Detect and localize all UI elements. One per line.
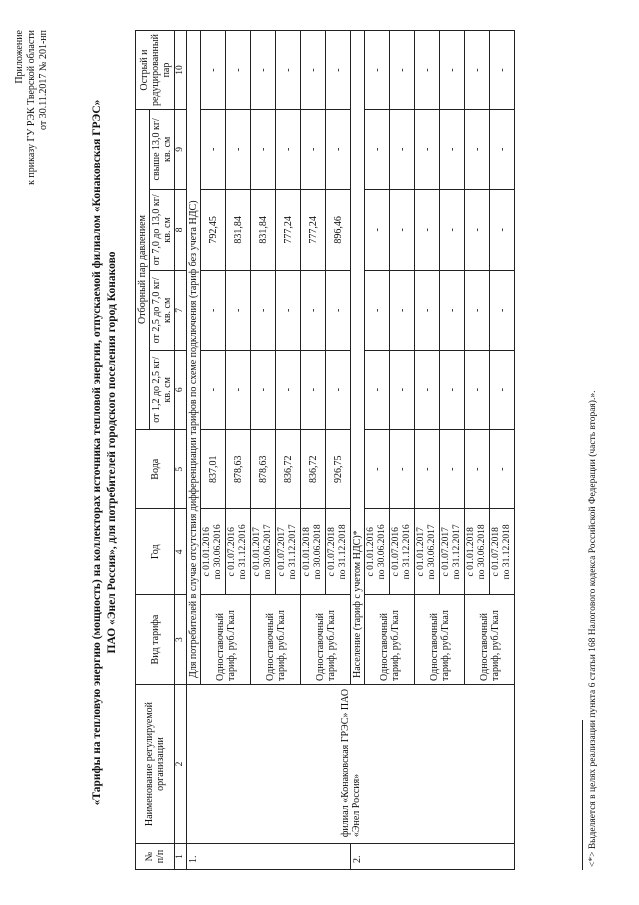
period-end: по 30.06.2017 xyxy=(427,524,437,580)
value-p1: - xyxy=(365,350,390,429)
tariff-type: Одноставочный тариф, руб./Гкал xyxy=(365,595,415,685)
value-p4: - xyxy=(465,110,490,190)
value-water: 926,75 xyxy=(326,429,351,509)
tariff-table xyxy=(135,30,515,870)
period-start: с 01.01.2018 xyxy=(466,527,476,577)
value-p4: - xyxy=(415,110,440,190)
period-start: с 01.01.2017 xyxy=(252,527,262,577)
tariff-type: Одноставочный тариф, руб./Гкал xyxy=(415,595,465,685)
column-number: 9 xyxy=(175,110,187,190)
value-water: 878,63 xyxy=(251,429,276,509)
header-num: № п/п xyxy=(136,844,175,870)
column-number: 1 xyxy=(175,844,187,870)
period-end: по 30.06.2017 xyxy=(263,524,273,580)
section-number: 2. xyxy=(351,844,515,870)
value-water: - xyxy=(365,429,390,509)
value-p4: - xyxy=(226,110,251,190)
period-cell xyxy=(226,509,251,595)
period-cell xyxy=(465,509,490,595)
value-p1: - xyxy=(326,350,351,429)
value-water: 837,01 xyxy=(201,429,226,509)
period-start: с 01.07.2016 xyxy=(227,527,237,577)
period-cell xyxy=(201,509,226,595)
value-water: - xyxy=(440,429,465,509)
value-sharp: - xyxy=(326,31,351,110)
period-cell xyxy=(276,509,301,595)
value-water: - xyxy=(390,429,415,509)
value-sharp: - xyxy=(301,31,326,110)
value-p2: - xyxy=(390,271,415,350)
header-pressure-4: свыше 13,0 кг/кв. см xyxy=(150,110,175,190)
column-number: 8 xyxy=(175,189,187,271)
value-p3: 896,46 xyxy=(326,189,351,271)
column-number: 3 xyxy=(175,595,187,685)
value-p4: - xyxy=(390,110,415,190)
value-p4: - xyxy=(201,110,226,190)
column-number: 5 xyxy=(175,429,187,509)
value-p1: - xyxy=(276,350,301,429)
header-pressure-2: от 2,5 до 7,0 кг/кв. см xyxy=(150,271,175,350)
appendix-line: к приказу ГУ РЭК Тверской области xyxy=(26,30,37,185)
value-sharp: - xyxy=(226,31,251,110)
value-sharp: - xyxy=(251,31,276,110)
value-p4: - xyxy=(276,110,301,190)
value-p3: - xyxy=(390,189,415,271)
value-water: 878,63 xyxy=(226,429,251,509)
header-sharp-steam: Острый и редуцированный пар xyxy=(136,31,175,110)
period-start: с 01.01.2017 xyxy=(416,527,426,577)
header-steam-group: Отборный пар давлением xyxy=(136,110,150,430)
period-cell xyxy=(365,509,390,595)
period-end: по 30.06.2018 xyxy=(313,524,323,580)
period-end: по 31.12.2016 xyxy=(402,524,412,580)
value-p3: - xyxy=(490,189,515,271)
value-sharp: - xyxy=(276,31,301,110)
period-start: с 01.07.2018 xyxy=(491,527,501,577)
value-p2: - xyxy=(415,271,440,350)
value-sharp: - xyxy=(415,31,440,110)
organization-name: филиал «Конаковская ГРЭС» ПАО «Энел Россия» xyxy=(187,684,515,843)
value-p2: - xyxy=(365,271,390,350)
period-start: с 01.07.2016 xyxy=(391,527,401,577)
value-p3: 831,84 xyxy=(251,189,276,271)
period-end: по 31.12.2016 xyxy=(238,524,248,580)
footnote-rule xyxy=(582,720,583,870)
value-p1: - xyxy=(465,350,490,429)
period-end: по 31.12.2018 xyxy=(502,524,512,580)
period-start: с 01.01.2018 xyxy=(302,527,312,577)
value-p4: - xyxy=(301,110,326,190)
value-water: - xyxy=(490,429,515,509)
period-end: по 31.12.2018 xyxy=(338,524,348,580)
value-water: - xyxy=(415,429,440,509)
period-start: с 01.01.2016 xyxy=(202,527,212,577)
header-tariff-type: Вид тарифа xyxy=(136,595,175,685)
period-cell xyxy=(301,509,326,595)
period-end: по 30.06.2018 xyxy=(477,524,487,580)
period-end: по 31.12.2017 xyxy=(452,524,462,580)
tariff-type: Одноставочный тариф, руб./Гкал xyxy=(201,595,251,685)
header-pressure-1: от 1,2 до 2,5 кг/кв. см xyxy=(150,350,175,429)
period-start: с 01.07.2017 xyxy=(441,527,451,577)
value-p2: - xyxy=(301,271,326,350)
value-p4: - xyxy=(490,110,515,190)
header-org: Наименование регулируемой организации xyxy=(136,684,175,843)
value-p2: - xyxy=(440,271,465,350)
value-p4: - xyxy=(440,110,465,190)
tariff-type: Одноставочный тариф, руб./Гкал xyxy=(301,595,351,685)
value-p2: - xyxy=(276,271,301,350)
value-p1: - xyxy=(251,350,276,429)
period-cell xyxy=(390,509,415,595)
value-p3: - xyxy=(465,189,490,271)
section-row xyxy=(187,31,201,870)
period-end: по 31.12.2017 xyxy=(288,524,298,580)
value-p4: - xyxy=(251,110,276,190)
appendix-line: от 30.11.2017 № 201-нп xyxy=(38,30,49,130)
period-cell xyxy=(440,509,465,595)
value-p2: - xyxy=(465,271,490,350)
value-sharp: - xyxy=(201,31,226,110)
value-sharp: - xyxy=(490,31,515,110)
appendix-note xyxy=(14,30,50,185)
section-title: Население (тариф с учетом НДС)* xyxy=(351,31,365,685)
title-line: ПАО «Энел Россия», для потребителей городского поселения город Конаково xyxy=(106,251,118,654)
tariff-type: Одноставочный тариф, руб./Гкал xyxy=(465,595,515,685)
value-p1: - xyxy=(226,350,251,429)
title-line: «Тарифы на тепловую энергию (мощность) на коллекторах источника тепловой энергии, отпускаемой филиалом «Конаковская ГРЭС» xyxy=(91,99,103,806)
value-sharp: - xyxy=(440,31,465,110)
value-p1: - xyxy=(201,350,226,429)
value-p4: - xyxy=(326,110,351,190)
column-number: 2 xyxy=(175,684,187,843)
period-end: по 30.06.2016 xyxy=(213,524,223,580)
value-p2: - xyxy=(490,271,515,350)
footnote: <*> Выделяется в целях реализации пункта 6 статьи 168 Налогового кодекса Российской Федерации (часть вторая).». xyxy=(588,390,598,867)
value-p2: - xyxy=(326,271,351,350)
value-sharp: - xyxy=(390,31,415,110)
value-water: 836,72 xyxy=(276,429,301,509)
value-p3: 831,84 xyxy=(226,189,251,271)
column-number: 4 xyxy=(175,509,187,595)
value-p2: - xyxy=(226,271,251,350)
value-water: 836,72 xyxy=(301,429,326,509)
value-p1: - xyxy=(301,350,326,429)
value-p3: - xyxy=(440,189,465,271)
value-sharp: - xyxy=(465,31,490,110)
value-p2: - xyxy=(251,271,276,350)
value-p3: - xyxy=(365,189,390,271)
value-p1: - xyxy=(490,350,515,429)
period-start: с 01.07.2018 xyxy=(327,527,337,577)
value-p3: 792,45 xyxy=(201,189,226,271)
value-water: - xyxy=(465,429,490,509)
section-number: 1. xyxy=(187,844,351,870)
period-cell xyxy=(415,509,440,595)
value-p1: - xyxy=(440,350,465,429)
period-cell xyxy=(326,509,351,595)
period-end: по 30.06.2016 xyxy=(377,524,387,580)
value-p3: 777,24 xyxy=(276,189,301,271)
appendix-line: Приложение xyxy=(14,30,25,84)
value-p3: 777,24 xyxy=(301,189,326,271)
value-p4: - xyxy=(365,110,390,190)
tariff-type: Одноставочный тариф, руб./Гкал xyxy=(251,595,301,685)
period-cell xyxy=(490,509,515,595)
header-year: Год xyxy=(136,509,175,595)
column-number: 7 xyxy=(175,271,187,350)
value-p2: - xyxy=(201,271,226,350)
value-sharp: - xyxy=(365,31,390,110)
column-number: 10 xyxy=(175,31,187,110)
value-p3: - xyxy=(415,189,440,271)
value-p1: - xyxy=(415,350,440,429)
value-p1: - xyxy=(390,350,415,429)
section-title: Для потребителей в случае отсутствия дифференциации тарифов по схеме подключения (тариф без учета НДС) xyxy=(187,31,201,685)
period-cell xyxy=(251,509,276,595)
column-numbers-row xyxy=(175,31,187,870)
column-number: 6 xyxy=(175,350,187,429)
document-title xyxy=(90,0,120,905)
header-pressure-3: от 7,0 до 13,0 кг/кв. см xyxy=(150,189,175,271)
period-start: с 01.01.2016 xyxy=(366,527,376,577)
header-water: Вода xyxy=(136,429,175,509)
period-start: с 01.07.2017 xyxy=(277,527,287,577)
